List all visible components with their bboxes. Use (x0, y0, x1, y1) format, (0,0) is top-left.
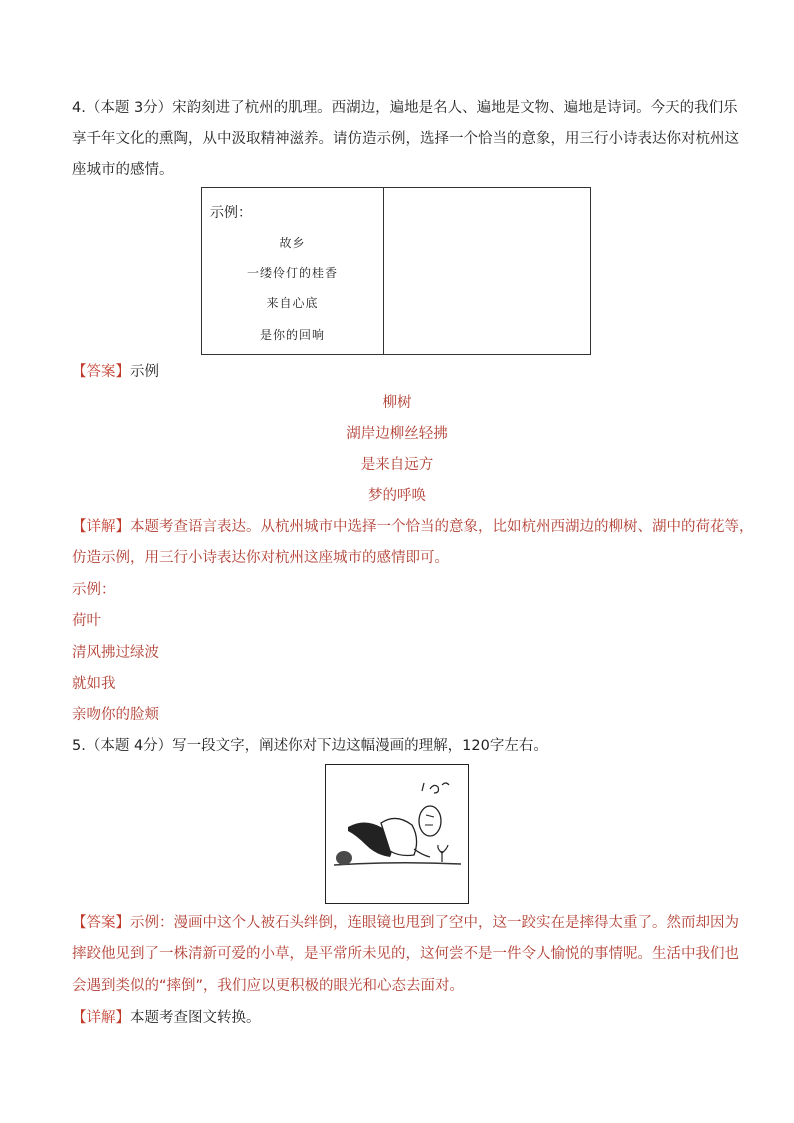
q5-answer-line-3: 会遇到类似的“摔倒”，我们应以更积极的眼光和心态去面对。 (72, 978, 465, 994)
example-line-1: 故乡 (279, 236, 306, 250)
example-line-3: 来自心底 (266, 296, 319, 310)
extra-example-line-3: 就如我 (72, 676, 116, 692)
detail-text-1: 本题考查语言表达。从杭州城市中选择一个恰当的意象，比如杭州西湖边的柳树、湖中的荷花等， (130, 519, 754, 535)
q5-answer-line-1 (72, 913, 739, 933)
q4-detail-line-2: 仿造示例，用三行小诗表达你对杭州这座城市的感情即可。 (72, 550, 449, 566)
q4-prompt-line-1: 4.（本题 3分）宋韵刻进了杭州的肌理。西湖边，遍地是名人、遍地是文物、遍地是诗词。今天的我们乐 (72, 100, 738, 116)
example-table (201, 187, 591, 355)
q5-answer-text-1: 示例：漫画中这个人被石头绊倒，连眼镜也甩到了空中，这一跤实在是摔得太重了。然而却因为 (130, 915, 739, 931)
q5-detail-text: 本题考查图文转换。 (130, 1010, 261, 1026)
answer-poem-line-4: 梦的呼唤 (368, 488, 426, 504)
answer-poem-line-2: 湖岸边柳丝轻拂 (346, 426, 448, 442)
detail-tag: 【详解】 (72, 519, 130, 535)
blank-answer-cell (384, 188, 591, 355)
q5-answer-tag: 【答案】 (72, 915, 130, 931)
q5-prompt: 5.（本题 4分）写一段文字，阐述你对下边这幅漫画的理解，120字左右。 (72, 738, 548, 754)
example-line-4: 是你的回响 (259, 328, 325, 342)
q5-detail-tag: 【详解】 (72, 1010, 130, 1026)
extra-example-line-4: 亲吻你的脸颊 (72, 707, 159, 723)
example-label: 示例： (210, 205, 252, 221)
example-line-2: 一缕伶仃的桂香 (246, 266, 338, 280)
extra-example-line-1: 荷叶 (72, 613, 101, 629)
comic-illustration (325, 764, 469, 904)
answer-poem-line-3: 是来自远方 (360, 457, 434, 473)
q4-detail-line-1 (72, 517, 754, 537)
extra-example-line-2: 清风拂过绿波 (72, 645, 159, 661)
comic-drawing (326, 765, 467, 902)
q4-prompt-line-3: 座城市的感情。 (72, 162, 174, 178)
answer-intro: 示例 (130, 364, 159, 380)
q5-detail-line (72, 1008, 261, 1028)
q5-answer-line-2: 摔跤他见到了一株清新可爱的小草，是平常所未见的，这何尝不是一件令人愉悦的事情呢。生活中我们也 (72, 946, 739, 962)
q4-answer-line (72, 362, 159, 382)
example-cell (202, 188, 384, 355)
extra-example-label: 示例： (72, 582, 116, 598)
answer-tag: 【答案】 (72, 364, 130, 380)
q4-prompt-line-2: 享千年文化的熏陶，从中汲取精神滋养。请仿造示例，选择一个恰当的意象，用三行小诗表达你对杭州这 (72, 131, 739, 147)
answer-poem-line-1: 柳树 (382, 395, 412, 411)
